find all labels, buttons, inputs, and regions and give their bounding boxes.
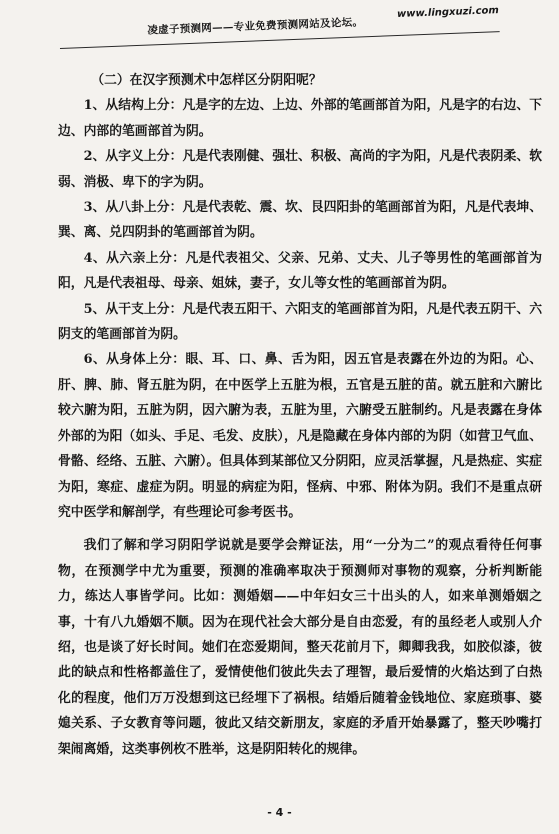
header-url: www.lingxuzi.com — [396, 5, 500, 21]
list-item: 4、从六亲上分：凡是代表祖父、父亲、兄弟、丈夫、儿子等男性的笔画部首为阳，凡是代表祖母、母亲、姐妹，妻子，女儿等女性的笔画部首为阴。 — [58, 250, 542, 292]
list-item: 1、从结构上分：凡是字的左边、上边、外部的笔画部首为阳，凡是字的右边、下边、内部的笔画部首为阴。 — [58, 98, 542, 139]
paragraph-gap — [58, 525, 542, 533]
document-body — [58, 68, 542, 762]
page-number: - 4 - — [267, 806, 292, 819]
closing-paragraph: 我们了解和学习阴阳学说就是要学会辩证法，用“一分为二”的观点看待任何事物，在预测学中尤为重要，预测的准确率取决于预测师对事物的观察，分析判断能力，练达人事皆学问。比如：测婚姻——中年妇女三十出头的人，如来单测婚姻之事，十有八九婚姻不顺。因为在现代社会大部分是自由恋爱，有的虽经老人或别人介绍，也是谈了好长时间。她们在恋爱期间，整天花前月下，卿卿我我，如胶似漆，彼此的缺点和性格都盖住了，爱情使他们彼此失去了理智，最后爱情的火焰达到了白热化的程度，他们万万没想到这已经埋下了祸根。结婚后随着金钱地位、家庭琐事、婆媳关系、子女教育等问题，彼此又结交新朋友，家庭的矛盾开始暴露了，整天吵嘴打架闹离婚，这类事例枚不胜举，这是阴阳转化的规律。 — [58, 538, 542, 757]
list-item: 5、从干支上分：凡是代表五阳干、六阳支的笔画部首为阳，凡是代表五阴干、六阴支的笔画部首为阴。 — [58, 301, 542, 343]
list-item: 3、从八卦上分：凡是代表乾、震、坎、艮四阳卦的笔画部首为阳，凡是代表坤、巽、离、兑四阴卦的笔画部首为阴。 — [58, 200, 542, 241]
list-item: 2、从字义上分：凡是代表刚健、强壮、积极、高尚的字为阳，凡是代表阴柔、软弱、消极、卑下的字为阴。 — [58, 149, 542, 190]
page-header — [59, 5, 500, 49]
header-title: 凌虚子预测网——专业免费预测网站及论坛。 — [147, 16, 364, 37]
section-heading: （二）在汉字预测术中怎样区分阴阳呢？ — [91, 73, 322, 88]
list-item: 6、从身体上分：眼、耳、口、鼻、舌为阳，因五官是表露在外边的为阳。心、肝、脾、肺、肾五脏为阴，在中医学上五脏为根，五官是五脏的苗。就五脏和六腑比较六腑为阳，五脏为阴，因六腑为表，五脏为里，六腑受五脏制约。凡是表露在身体外部的为阳（如头、手足、毛发、皮肤），凡是隐藏在身体内部的为阴（如营卫气血、骨骼、经络、五脏、六腑）。但具体到某部位又分阴阳，应灵活掌握，凡是热症、实症为阳，寒症、虚症为阴。明显的病症为阳，怪病、中邪、附体为阴。我们不是重点研究中医学和解剖学，有些理论可参考医书。 — [58, 352, 542, 520]
